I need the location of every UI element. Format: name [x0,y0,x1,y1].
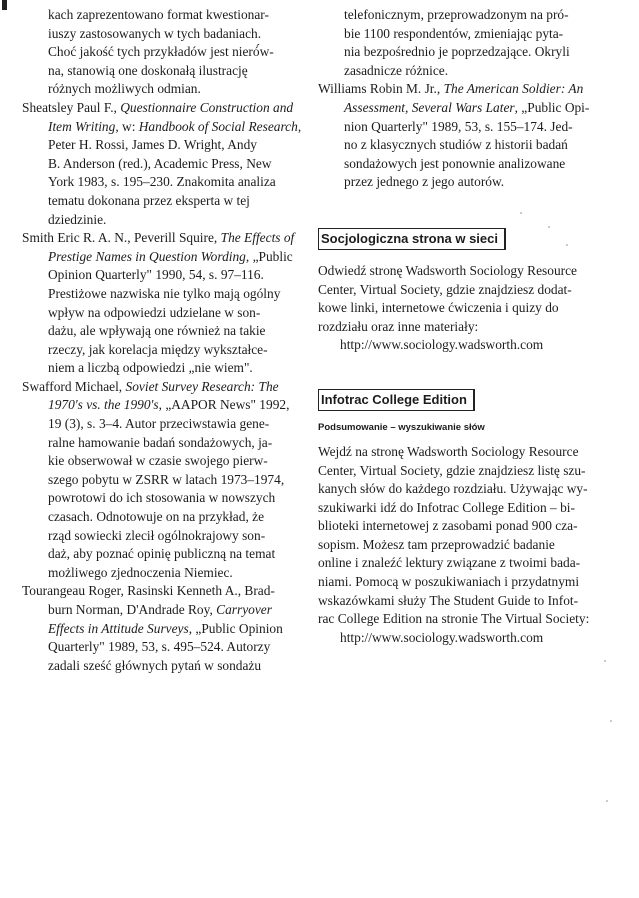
text-line: wpływ na odpowiedzi udzielane w son- [48,304,261,320]
text-line: tematu dokonana przez eksperta w tej [48,192,250,208]
text-line: Center, Virtual Society, gdzie znajdziesz listę szu- [318,462,586,478]
text-line: iuszy zastosowanych w tych badaniach. [48,25,262,41]
text-line: York 1983, s. 195–230. Znakomita analiza [48,174,276,190]
left-column [22,6,300,675]
text-line: daż, aby poznać opinię publiczną na temat [48,546,276,562]
text-line: możliwego zjednoczenia Niemiec. [48,564,233,580]
text-line: czasach. Odnotowuje on na przykład, że [48,509,265,525]
url-link[interactable]: http://www.sociology.wadsworth.com [340,337,544,353]
bibliography-entry-tourangeau [22,582,300,675]
text-line: zasadnicze różnice. [344,62,449,78]
scan-mark [2,0,7,10]
section-web-site [318,228,594,355]
bibliography-entry-smith [22,229,300,378]
text-line: sondażowych jest ponownie analizowane [344,155,566,171]
scan-speck [604,660,606,662]
text-line: Center, Virtual Society, gdzie znajdziesz dodat- [318,281,572,297]
text-line: wskazówkami służy The Student Guide to Infot- [318,592,579,608]
text-line: przez jednego z jego autorów. [344,174,505,190]
text-line: Quarterly" 1989, 53, s. 495–524. Autorzy [48,639,271,655]
text-line: różnych możliwych odmian. [48,81,201,97]
text-line: burn Norman, D'Andrade Roy, Carryover [48,602,272,617]
text-line: kanych słów do każdego rozdziału. Używając wy- [318,481,588,497]
text-line: rzeczy, jak korelacja między wykształce- [48,341,268,357]
bibliography-entry-williams [318,80,594,192]
text-line: kowe linki, internetowe ćwiczenia i quizy do [318,300,559,316]
text-line: Odwiedź stronę Wadsworth Sociology Resource [318,262,577,278]
text-line: niami. Pomocą w poszukiwaniach i przydatnymi [318,574,580,590]
text-line: szego pobytu w ZSRR w latach 1973–1974, [48,471,285,487]
intro-continuation [22,6,300,99]
text-line: rozdziału oraz inne materiały: [318,318,479,334]
text-line: powrotowi do ich stosowania w nowszych [48,490,276,506]
section-heading-infotrac: Infotrac College Edition [318,389,475,411]
text-line: Effects in Attitude Surveys, „Public Opinion [48,620,283,636]
text-line: B. Anderson (red.), Academic Press, New [48,155,272,171]
scan-speck [548,226,550,228]
section-infotrac [318,389,594,648]
text-line: telefonicznym, przeprowadzonym na pró- [344,7,569,22]
scan-speck [610,720,612,722]
text-line: kie obserwował w czasie swojego pierw- [48,453,268,469]
text-line: nia bezpośrednio je poprzedzające. Okryli [344,44,570,60]
text-line: online i znaleźć lektury związane z twoimi bada- [318,555,581,571]
url-link[interactable]: http://www.sociology.wadsworth.com [340,629,544,645]
text-line: nion Quarterly" 1989, 53, s. 155–174. Jed- [344,118,573,134]
entry-heading-line: Tourangeau Roger, Rasinski Kenneth A., Brad- [22,583,275,599]
text-line: na, stanowią one doskonałą ilustrację [48,62,248,78]
entry-heading-line: Swafford Michael, Soviet Survey Research: The [22,378,279,394]
text-line: Peter H. Rossi, James D. Wright, Andy [48,137,257,153]
scan-speck [520,212,522,214]
text-line: Wejdź na stronę Wadsworth Sociology Resource [318,443,579,459]
text-line: 19 (3), s. 3–4. Autor przeciwstawia gene- [48,416,270,432]
entry-heading-line: Williams Robin M. Jr., The American Soldier: An [318,81,584,97]
scan-speck [566,244,568,246]
text-line: Prestige Names in Question Wording, „Public [48,248,293,264]
text-line: Opinion Quarterly" 1990, 54, s. 97–116. [48,267,264,283]
text-line: rac College Edition na stronie The Virtual Society: [318,611,590,627]
bibliography-entry-sheatsley [22,99,300,229]
text-line: zadali sześć głównych pytań w sondażu [48,657,262,673]
scan-speck [606,800,608,802]
text-line: dażu, ale wpływają one również na takie [48,323,266,339]
entry-heading-line: Sheatsley Paul F., Questionnaire Construction and [22,99,294,115]
text-line: Item Writing, w: Handbook of Social Research, [48,118,302,134]
text-line: kach zaprezentowano format kwestionar- [48,7,269,22]
text-line: Assessment, Several Wars Later, „Public Opi- [344,99,590,115]
bibliography-entry-swafford [22,378,300,583]
tourangeau-continuation [318,6,594,80]
text-line: Choć jakość tych przykładów jest nieró́w- [48,44,274,60]
text-line: no z klasycznych studiów z historii badań [344,137,568,153]
section-heading-web: Socjologiczna strona w sieci [318,228,506,250]
text-line: bie 1100 respondentów, zmieniając pyta- [344,25,564,41]
text-line: rząd sowiecki zlecił ogólnokrajowy son- [48,527,266,543]
text-line: ralne hamowanie badań sondażowych, ja- [48,434,273,450]
right-column [318,6,594,647]
text-line: 1970's vs. the 1990's, „AAPOR News" 1992, [48,397,290,413]
text-line: dziedzinie. [48,211,107,227]
text-line: niem a liczbą odpowiedzi „nie wiem". [48,360,253,376]
text-line: blioteki internetowej z zasobami ponad 900 cza- [318,518,578,534]
section-subheading: Podsumowanie – wyszukiwanie słów [318,421,485,433]
text-line: szukiwarki idź do Infotrac College Edition – bi- [318,499,575,515]
text-line: sopism. Możesz tam przeprowadzić badanie [318,536,555,552]
entry-heading-line: Smith Eric R. A. N., Peverill Squire, The Effects of [22,230,295,246]
text-line: Prestiżowe nazwiska nie tylko mają ogólny [48,285,281,301]
